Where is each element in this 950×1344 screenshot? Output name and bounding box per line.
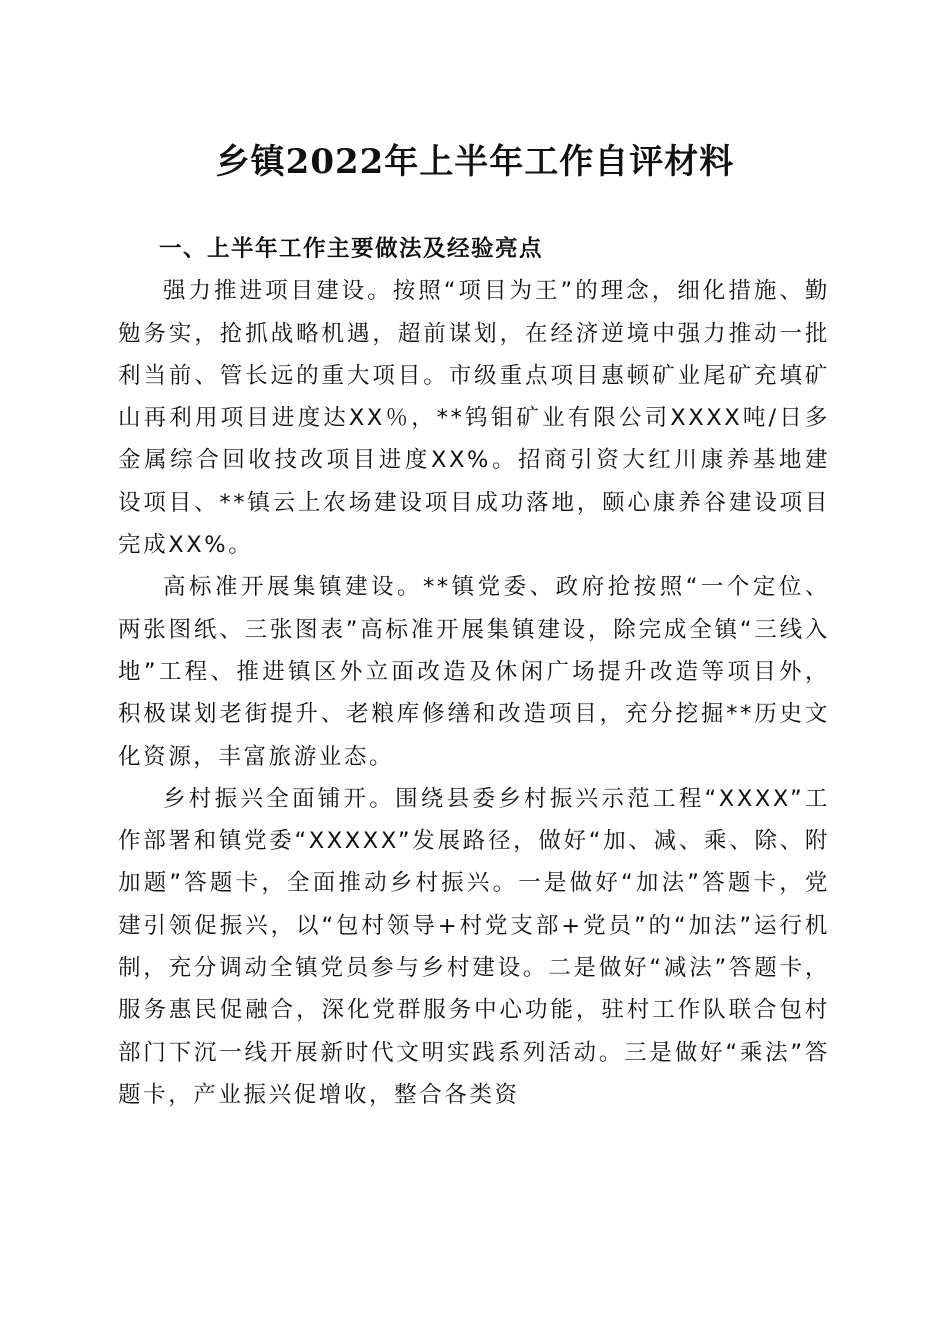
document-title: 乡镇2022年上半年工作自评材料 <box>215 142 735 182</box>
paragraph-rural-revitalization: 乡村振兴全面铺开。围绕县委乡村振兴示范工程“XXXX”工作部署和镇党委“XXXXX”发展路径，做好“加、减、乘、除、附加题”答题卡，全面推动乡村振兴。一是做好“加法”答题卡，党建引领促振兴，以“包村领导+村党支部+党员”的“加法”运行机制，充分调动全镇党员参与乡村建设。二是做好“减法”答题卡，服务惠民促融合，深化党群服务中心功能，驻村工作队联合包村部门下沉一线开展新时代文明实践系列活动。三是做好“乘法”答题卡，产业振兴促增收，整合各类资 <box>118 785 830 1108</box>
section-heading: 一、上半年工作主要做法及经验亮点 <box>159 236 544 262</box>
paragraph-project-construction: 强力推进项目建设。按照“项目为王”的理念，细化措施、勤勉务实，抢抓战略机遇，超前谋划，在经济逆境中强力推动一批利当前、管长远的重大项目。市级重点项目惠顿矿业尾矿充填矿山再利用项目进度达XX％，**钨钼矿业有限公司XXXX吨/日多金属综合回收技改项目进度XX%。招商引资大红川康养基地建设项目、**镇云上农场建设项目成功落地，颐心康养谷建设项目完成XX%。 <box>118 278 830 559</box>
paragraph-town-construction: 高标准开展集镇建设。**镇党委、政府抢按照“一个定位、两张图纸、三张图表”高标准开展集镇建设，除完成全镇“三线入地”工程、推进镇区外立面改造及休闲广场提升改造等项目外，积极谋划老街提升、老粮库修缮和改造项目，充分挖掘**历史文化资源，丰富旅游业态。 <box>118 574 830 770</box>
document-body <box>118 228 830 1116</box>
